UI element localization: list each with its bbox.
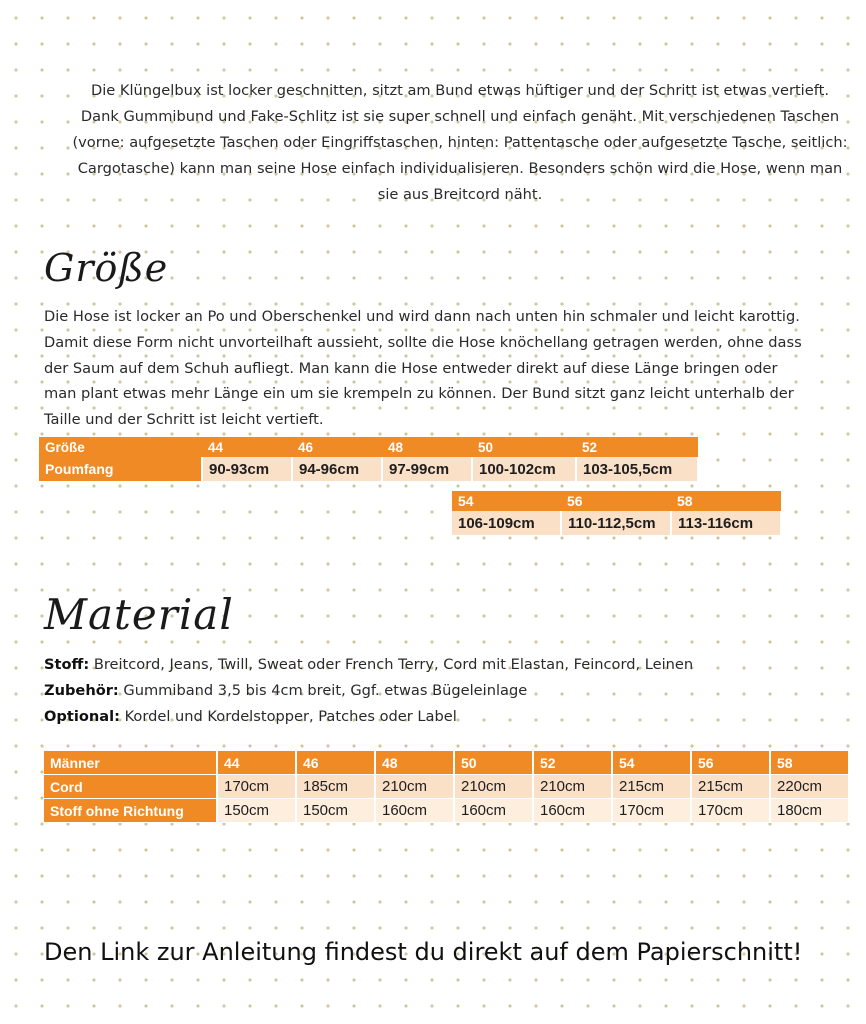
fabric-value-cell: 160cm [533,799,612,823]
fabric-value-cell: 170cm [217,775,296,799]
size-cell: 48 [375,751,454,775]
stoff-label: Stoff: [44,656,90,673]
size-table-1 [39,437,699,481]
fabric-value-cell: 180cm [770,799,849,823]
fabric-value-cell: 210cm [533,775,612,799]
optional-value: Kordel und Kordelstopper, Patches oder Label [124,708,457,725]
fabric-value-cell: 150cm [217,799,296,823]
fabric-value-cell: 160cm [375,799,454,823]
material-heading: Material [44,590,234,639]
size-cell: 44 [202,437,292,457]
fabric-value-cell: 185cm [296,775,375,799]
size-table-value-row [39,457,698,481]
fabric-value-cell: 150cm [296,799,375,823]
intro-paragraph: Die Klüngelbux ist locker geschnitten, sitzt am Bund etwas hüftiger und der Schritt ist etwas vertieft. Dank Gummibund und Fake-Schlitz ist sie super schnell und einfach genäht. Mit verschiedenen Taschen (vorne: aufgesetzte Taschen oder Eingriffstaschen, hinten: Pattentasche oder aufgesetzte Tasche, seitlich: Cargotasche) kann man seine Hose einfach individualisieren. Besonders schön wird die Hose, wenn man sie aus Breitcord näht. [72,82,848,203]
fabric-value-cell: 215cm [691,775,770,799]
size-cell: 46 [296,751,375,775]
fabric-header-label: Männer [44,751,217,775]
fabric-value-cell: 170cm [612,799,691,823]
material-optional-line [44,704,844,730]
size-cell: 48 [382,437,472,457]
fabric-value-cell: 220cm [770,775,849,799]
fabric-row-label: Cord [44,775,217,799]
size-cell: 52 [576,437,698,457]
hip-value-cell: 97-99cm [382,457,472,481]
optional-label: Optional: [44,708,120,725]
size-cell: 52 [533,751,612,775]
size-cell: 50 [454,751,533,775]
size-cell: 58 [770,751,849,775]
fabric-value-cell: 210cm [375,775,454,799]
zubehoer-value: Gummiband 3,5 bis 4cm breit, Ggf. etwas Bügeleinlage [123,682,528,699]
size-description: Die Hose ist locker an Po und Oberschenkel und wird dann nach unten hin schmaler und leicht karottig. Damit diese Form nicht unvorteilhaft aussieht, sollte die Hose knöchellang getragen werden, ohne dass der Saum auf dem Schuh aufliegt. Man kann die Hose entweder direkt auf diese Länge bringen oder man plant etwas mehr Länge ein um sie krempeln zu können. Der Bund sitzt ganz leicht unterhalb der Taille und der Schritt ist leicht vertieft. [44,308,802,429]
size-cell: 56 [561,491,671,511]
stoff-value: Breitcord, Jeans, Twill, Sweat oder French Terry, Cord mit Elastan, Feincord, Leinen [93,656,694,673]
material-list [44,652,844,730]
size-cell: 54 [612,751,691,775]
material-stoff-line [44,652,844,678]
hip-value-cell: 110-112,5cm [561,511,671,535]
hip-value-cell: 94-96cm [292,457,382,481]
hip-value-cell: 100-102cm [472,457,576,481]
material-zubehoer-line [44,678,844,704]
size-table2-header-row [452,491,781,511]
fabric-value-cell: 210cm [454,775,533,799]
hip-value-cell: 103-105,5cm [576,457,698,481]
fabric-value-cell: 215cm [612,775,691,799]
size-cell: 46 [292,437,382,457]
fabric-row-label: Stoff ohne Richtung [44,799,217,823]
size-table-2 [452,491,782,535]
fabric-value-cell: 170cm [691,799,770,823]
hip-value-cell: 90-93cm [202,457,292,481]
zubehoer-label: Zubehör: [44,682,119,699]
hip-label: Poumfang [39,457,202,481]
hip-value-cell: 106-109cm [452,511,561,535]
fabric-row-cord [44,775,849,799]
fabric-value-cell: 160cm [454,799,533,823]
size-heading: Größe [44,246,169,290]
size-cell: 56 [691,751,770,775]
fabric-row-stoff [44,799,849,823]
size-table2-value-row [452,511,781,535]
hip-value-cell: 113-116cm [671,511,781,535]
size-table-header-row [39,437,698,457]
size-cell: 58 [671,491,781,511]
fabric-table-header-row [44,751,849,775]
size-cell: 44 [217,751,296,775]
size-cell: 54 [452,491,561,511]
footer-link-note: Den Link zur Anleitung findest du direkt auf dem Papierschnitt! [44,938,803,966]
fabric-table [44,751,850,823]
size-cell: 50 [472,437,576,457]
size-header-label: Größe [39,437,202,457]
